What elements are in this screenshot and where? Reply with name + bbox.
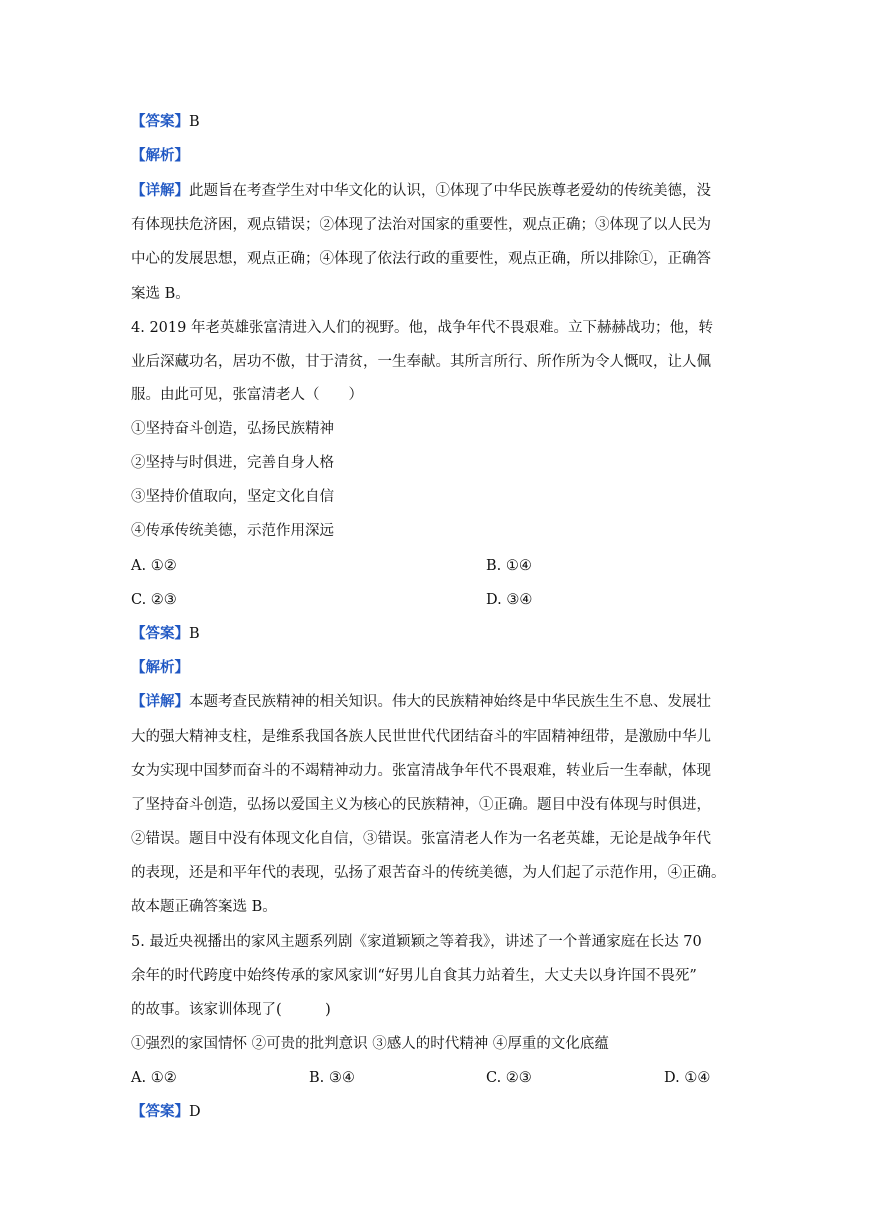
q3-detail-text: 中心的发展思想，观点正确；④体现了依法行政的重要性，观点正确，所以排除①，正确答 <box>131 251 711 267</box>
detail-tag: 【详解】 <box>131 693 189 710</box>
q4-detail-text: 女为实现中国梦而奋斗的不竭精神动力。张富清战争年代不畏艰难，转业后一生奉献，体现 <box>131 763 711 779</box>
q4-option-c: C. ②③ <box>131 592 177 608</box>
q4-analysis-line <box>131 658 751 678</box>
q4-detail-text: 了坚持奋斗创造，弘扬以爱国主义为核心的民族精神，①正确。题目中没有体现与时俱进， <box>131 797 711 813</box>
q3-detail-text: 案选 B。 <box>131 286 190 302</box>
q4-option-d: D. ③④ <box>486 592 533 608</box>
q5-stem: 5. 最近央视播出的家风主题系列剧《家道颖颖之等着我》，讲述了一个普通家庭在长达 70 <box>131 934 702 950</box>
q5-statements: ①强烈的家国情怀 ②可贵的批判意识 ③感人的时代精神 ④厚重的文化底蕴 <box>131 1036 609 1052</box>
q4-stem: 服。由此可见，张富清老人（ ） <box>131 387 363 403</box>
q5-answer-line <box>131 1102 751 1122</box>
answer-tag: 【答案】 <box>131 1103 189 1120</box>
q5-option-c: C. ②③ <box>486 1070 532 1086</box>
q3-detail-line <box>131 181 751 201</box>
q3-analysis-line <box>131 146 751 166</box>
q5-stem: 的故事。该家训体现了( ) <box>131 1002 331 1018</box>
q5-option-b: B. ③④ <box>309 1070 355 1086</box>
q4-detail-line <box>131 692 751 712</box>
q4-detail-text: 故本题正确答案选 B。 <box>131 899 277 915</box>
q4-answer-line <box>131 624 751 644</box>
answer-value: B <box>189 114 200 130</box>
q4-stem: 4. 2019 年老英雄张富清进入人们的视野。他，战争年代不畏艰难。立下赫赫战功；他，转 <box>131 320 713 336</box>
analysis-tag: 【解析】 <box>131 147 189 164</box>
q4-option-a: A. ①② <box>131 558 177 574</box>
answer-tag: 【答案】 <box>131 113 189 130</box>
q4-statement: ②坚持与时俱进，完善自身人格 <box>131 455 334 471</box>
answer-value: D <box>189 1104 201 1120</box>
answer-value: B <box>189 626 200 642</box>
detail-text: 此题旨在考查学生对中华文化的认识，①体现了中华民族尊老爱幼的传统美德，没 <box>189 183 711 199</box>
q3-detail-text: 有体现扶危济困，观点错误；②体现了法治对国家的重要性，观点正确；③体现了以人民为 <box>131 217 711 233</box>
q4-detail-text: 的表现，还是和平年代的表现，弘扬了艰苦奋斗的传统美德，为人们起了示范作用，④正确。 <box>131 865 726 881</box>
q3-answer-line <box>131 112 751 132</box>
q4-detail-text: 大的强大精神支柱，是维系我国各族人民世世代代团结奋斗的牢固精神纽带，是激励中华儿 <box>131 729 711 745</box>
detail-text: 本题考查民族精神的相关知识。伟大的民族精神始终是中华民族生生不息、发展壮 <box>189 694 711 710</box>
q5-stem: 余年的时代跨度中始终传承的家风家训“好男儿自食其力站着生，大丈夫以身许国不畏死” <box>131 968 697 984</box>
analysis-tag: 【解析】 <box>131 659 189 676</box>
q4-statement: ④传承传统美德，示范作用深远 <box>131 523 334 539</box>
q5-option-d: D. ①④ <box>664 1070 711 1086</box>
q4-statement: ③坚持价值取向，坚定文化自信 <box>131 489 334 505</box>
detail-tag: 【详解】 <box>131 182 189 199</box>
answer-tag: 【答案】 <box>131 625 189 642</box>
q4-stem: 业后深藏功名，居功不傲，甘于清贫，一生奉献。其所言所行、所作所为令人慨叹，让人佩 <box>131 354 711 370</box>
q5-option-a: A. ①② <box>131 1070 177 1086</box>
q4-option-b: B. ①④ <box>486 558 532 574</box>
q4-statement: ①坚持奋斗创造，弘扬民族精神 <box>131 421 334 437</box>
q4-detail-text: ②错误。题目中没有体现文化自信，③错误。张富清老人作为一名老英雄，无论是战争年代 <box>131 831 711 847</box>
